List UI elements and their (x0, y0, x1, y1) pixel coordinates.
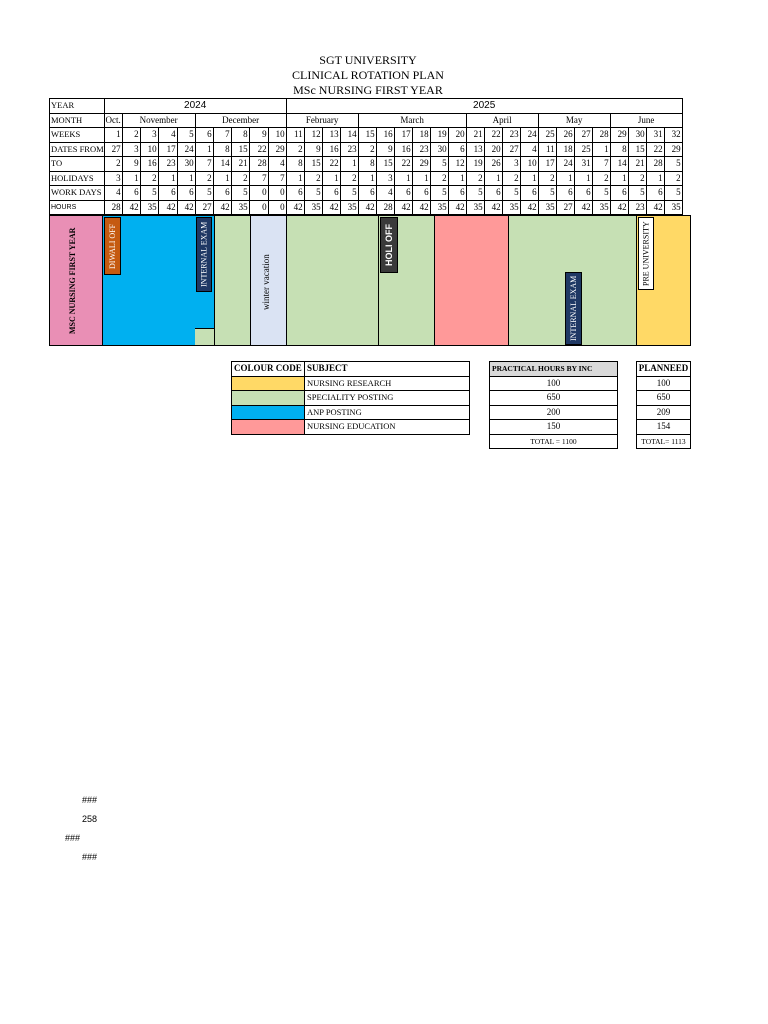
table-cell: 42 (322, 200, 340, 215)
table-cell: 6 (556, 186, 574, 201)
table-cell: 2 (358, 142, 376, 157)
table-cell: 6 (412, 186, 430, 201)
table-cell: 6 (177, 186, 195, 201)
internal-exam-tag-2: INTERNAL EXAM (565, 272, 582, 345)
month-cell: Oct. (104, 113, 122, 128)
table-cell: 26 (484, 157, 502, 172)
table-row (50, 157, 683, 172)
table-cell: 6 (158, 186, 177, 201)
table-cell: 8 (358, 157, 376, 172)
table-cell: 14 (340, 128, 358, 143)
table-cell: 1 (322, 171, 340, 186)
table-cell: 5 (430, 186, 448, 201)
month-cell: March (358, 113, 466, 128)
planned-hours-table (636, 361, 691, 449)
table-cell: 5 (340, 186, 358, 201)
table-cell: 1 (122, 171, 140, 186)
table-cell: 27 (104, 142, 122, 157)
table-cell: 8 (286, 157, 304, 172)
nursing-education-block (435, 216, 508, 345)
table-cell: 35 (592, 200, 610, 215)
overflow-marker: ### (82, 795, 98, 805)
planned-header: PLANNEED (637, 362, 691, 377)
table-cell: 1 (412, 171, 430, 186)
table-cell: 4 (268, 157, 286, 172)
legend-row (232, 376, 470, 391)
table-cell: 17 (158, 142, 177, 157)
table-cell: 9 (122, 157, 140, 172)
table-cell: 42 (177, 200, 195, 215)
table-cell: 7 (213, 128, 231, 143)
row-label: WEEKS (50, 128, 105, 143)
table-cell: 28 (592, 128, 610, 143)
colour-code-legend (231, 361, 470, 435)
overflow-marker: ### (65, 833, 81, 843)
table-cell: 29 (664, 142, 682, 157)
table-cell: 4 (158, 128, 177, 143)
table-cell: 4 (104, 186, 122, 201)
table-cell: 24 (556, 157, 574, 172)
table-cell: 2 (304, 171, 322, 186)
table-cell: 16 (394, 142, 412, 157)
inc-hours-total: TOTAL = 1100 (490, 434, 618, 449)
table-cell: 10 (520, 157, 538, 172)
inc-hours-header: PRACTICAL HOURS BY INC (490, 362, 618, 377)
table-cell: 20 (484, 142, 502, 157)
month-cell: June (610, 113, 682, 128)
holi-off-tag: HOLI OFF (380, 217, 398, 273)
table-cell: 5 (538, 186, 556, 201)
table-cell: 30 (628, 128, 646, 143)
table-cell: 22 (484, 128, 502, 143)
table-cell: 23 (628, 200, 646, 215)
table-cell: 1 (520, 171, 538, 186)
legend-row (232, 391, 470, 406)
table-cell: 3 (104, 171, 122, 186)
table-cell: 29 (268, 142, 286, 157)
month-cell: May (538, 113, 610, 128)
table-cell: 2 (231, 171, 249, 186)
table-cell: 2 (340, 171, 358, 186)
table-row (50, 186, 683, 201)
table-cell: 1 (484, 171, 502, 186)
speciality-posting-block-1 (214, 216, 250, 345)
table-cell: 1 (358, 171, 376, 186)
table-cell: 14 (610, 157, 628, 172)
overflow-marker: ### (82, 852, 98, 862)
table-cell: 42 (158, 200, 177, 215)
table-cell: 42 (610, 200, 628, 215)
table-cell: 35 (140, 200, 158, 215)
inc-hours-value: 650 (490, 391, 618, 406)
table-cell: 21 (628, 157, 646, 172)
table-cell: 9 (376, 142, 394, 157)
table-cell: 6 (122, 186, 140, 201)
table-cell: 5 (664, 157, 682, 172)
table-cell: 32 (664, 128, 682, 143)
table-cell: 10 (140, 142, 158, 157)
row-label: TO (50, 157, 105, 172)
university-title: SGT UNIVERSITY (319, 53, 417, 67)
legend-header-colour: COLOUR CODE (232, 362, 305, 377)
table-cell: 2 (195, 171, 213, 186)
table-cell: 26 (556, 128, 574, 143)
table-cell: 35 (664, 200, 682, 215)
legend-row (232, 420, 470, 435)
table-cell: 42 (286, 200, 304, 215)
table-cell: 35 (502, 200, 520, 215)
table-cell: 2 (628, 171, 646, 186)
table-cell: 5 (466, 186, 484, 201)
table-cell: 42 (520, 200, 538, 215)
table-cell: 13 (466, 142, 484, 157)
table-cell: 13 (322, 128, 340, 143)
table-cell: 1 (158, 171, 177, 186)
planned-total: TOTAL= 1113 (637, 434, 691, 449)
table-cell: 12 (304, 128, 322, 143)
program-title: MSc NURSING FIRST YEAR (293, 83, 443, 97)
table-cell: 3 (122, 142, 140, 157)
year-cell: 2025 (286, 99, 682, 114)
table-cell: 42 (358, 200, 376, 215)
legend-swatch (232, 420, 305, 435)
inc-hours-value: 150 (490, 420, 618, 435)
table-cell: 21 (466, 128, 484, 143)
side-label-text: MSC NURSING FIRST YEAR (68, 227, 77, 335)
table-cell: 42 (122, 200, 140, 215)
table-cell: 22 (394, 157, 412, 172)
table-cell: 5 (231, 186, 249, 201)
table-cell: 2 (538, 171, 556, 186)
table-cell: 11 (538, 142, 556, 157)
table-cell: 17 (394, 128, 412, 143)
table-cell: 27 (502, 142, 520, 157)
year-cell: 2024 (104, 99, 286, 114)
stray-value: 258 (82, 814, 98, 824)
table-cell: 15 (358, 128, 376, 143)
table-cell: 23 (502, 128, 520, 143)
table-cell: 0 (268, 186, 286, 201)
table-cell: 25 (538, 128, 556, 143)
table-cell: 1 (177, 171, 195, 186)
table-cell: 35 (231, 200, 249, 215)
month-cell: April (466, 113, 538, 128)
month-cell: February (286, 113, 358, 128)
table-cell: 24 (177, 142, 195, 157)
legend-swatch (232, 376, 305, 391)
table-cell: 4 (376, 186, 394, 201)
legend-swatch (232, 391, 305, 406)
plan-title: CLINICAL ROTATION PLAN (292, 68, 444, 82)
table-cell: 28 (104, 200, 122, 215)
month-cell: November (122, 113, 195, 128)
table-cell: 7 (195, 157, 213, 172)
table-cell: 12 (448, 157, 466, 172)
table-cell: 4 (520, 142, 538, 157)
planned-value: 154 (637, 420, 691, 435)
table-cell: 3 (376, 171, 394, 186)
table-cell: 20 (448, 128, 466, 143)
table-cell: 23 (158, 157, 177, 172)
legend-row (232, 405, 470, 420)
table-cell: 1 (646, 171, 664, 186)
legend-swatch (232, 405, 305, 420)
table-cell: 6 (195, 128, 213, 143)
table-cell: 28 (376, 200, 394, 215)
table-cell: 42 (646, 200, 664, 215)
table-cell: 6 (448, 142, 466, 157)
row-label: HOLIDAYS (50, 171, 105, 186)
table-cell: 7 (249, 171, 268, 186)
table-cell: 18 (412, 128, 430, 143)
table-cell: 15 (231, 142, 249, 157)
table-row (50, 171, 683, 186)
table-cell: 2 (122, 128, 140, 143)
table-cell: 17 (538, 157, 556, 172)
table-cell: 24 (520, 128, 538, 143)
table-cell: 6 (574, 186, 592, 201)
speciality-posting-block-2 (287, 216, 434, 345)
table-cell: 19 (466, 157, 484, 172)
table-cell: 5 (140, 186, 158, 201)
table-cell: 28 (249, 157, 268, 172)
table-cell: 5 (628, 186, 646, 201)
table-cell: 6 (358, 186, 376, 201)
table-cell: 42 (574, 200, 592, 215)
table-cell: 1 (592, 142, 610, 157)
table-cell: 42 (213, 200, 231, 215)
table-cell: 1 (556, 171, 574, 186)
table-cell: 2 (502, 171, 520, 186)
table-cell: 31 (574, 157, 592, 172)
table-cell: 2 (286, 142, 304, 157)
table-cell: 6 (448, 186, 466, 201)
internal-exam-tag-1: INTERNAL EXAM (196, 217, 212, 292)
table-cell: 1 (213, 171, 231, 186)
rotation-plan-table (49, 98, 683, 215)
table-row (50, 128, 683, 143)
table-cell: 0 (249, 186, 268, 201)
table-cell: 3 (140, 128, 158, 143)
table-cell: 5 (430, 157, 448, 172)
table-cell: 5 (664, 186, 682, 201)
table-cell: 8 (213, 142, 231, 157)
table-cell: 28 (646, 157, 664, 172)
year-label: YEAR (50, 99, 105, 114)
table-cell: 19 (430, 128, 448, 143)
table-cell: 3 (502, 157, 520, 172)
table-cell: 22 (322, 157, 340, 172)
table-cell: 23 (412, 142, 430, 157)
table-cell: 6 (646, 186, 664, 201)
legend-subject: NURSING RESEARCH (305, 376, 470, 391)
month-label: MONTH (50, 113, 105, 128)
legend-subject: ANP POSTING (305, 405, 470, 420)
table-cell: 29 (610, 128, 628, 143)
table-cell: 2 (466, 171, 484, 186)
table-cell: 9 (249, 128, 268, 143)
table-cell: 22 (646, 142, 664, 157)
table-cell: 42 (484, 200, 502, 215)
table-cell: 30 (430, 142, 448, 157)
side-label-cell (50, 216, 102, 345)
table-cell: 25 (574, 142, 592, 157)
table-cell: 2 (664, 171, 682, 186)
row-label: WORK DAYS (50, 186, 105, 201)
table-cell: 8 (231, 128, 249, 143)
table-cell: 6 (213, 186, 231, 201)
table-cell: 16 (322, 142, 340, 157)
table-cell: 18 (556, 142, 574, 157)
table-cell: 42 (394, 200, 412, 215)
legend-header-subject: SUBJECT (305, 362, 470, 377)
table-cell: 2 (140, 171, 158, 186)
winter-vacation-label: winter vacation (261, 254, 271, 310)
table-cell: 42 (448, 200, 466, 215)
month-cell: December (195, 113, 286, 128)
table-cell: 30 (177, 157, 195, 172)
table-row (50, 142, 683, 157)
table-cell: 21 (231, 157, 249, 172)
diwali-off-tag: DIWALI OFF (104, 217, 121, 275)
table-cell: 29 (412, 157, 430, 172)
table-cell: 35 (304, 200, 322, 215)
table-cell: 35 (430, 200, 448, 215)
inc-hours-value: 200 (490, 405, 618, 420)
pre-university-tag: PRE UNIVERSITY (638, 217, 654, 290)
table-cell: 23 (340, 142, 358, 157)
table-cell: 6 (322, 186, 340, 201)
table-cell: 6 (520, 186, 538, 201)
table-cell: 31 (646, 128, 664, 143)
table-cell: 16 (140, 157, 158, 172)
table-cell: 10 (268, 128, 286, 143)
table-cell: 7 (268, 171, 286, 186)
table-cell: 27 (195, 200, 213, 215)
table-cell: 27 (556, 200, 574, 215)
table-cell: 2 (430, 171, 448, 186)
planned-value: 100 (637, 376, 691, 391)
speciality-posting-small (195, 328, 214, 345)
table-cell: 16 (376, 128, 394, 143)
document-title-block (0, 53, 736, 98)
table-cell: 1 (448, 171, 466, 186)
table-cell: 2 (592, 171, 610, 186)
table-cell: 7 (592, 157, 610, 172)
table-cell: 6 (484, 186, 502, 201)
row-label: DATES FROM (50, 142, 105, 157)
table-cell: 5 (195, 186, 213, 201)
table-cell: 5 (177, 128, 195, 143)
table-cell: 9 (304, 142, 322, 157)
table-cell: 42 (412, 200, 430, 215)
planned-value: 209 (637, 405, 691, 420)
rotation-schedule-band (49, 215, 691, 346)
table-cell: 0 (249, 200, 268, 215)
table-cell: 35 (466, 200, 484, 215)
legend-subject: NURSING EDUCATION (305, 420, 470, 435)
table-cell: 1 (195, 142, 213, 157)
table-cell: 15 (628, 142, 646, 157)
table-cell: 22 (249, 142, 268, 157)
table-cell: 1 (104, 128, 122, 143)
table-cell: 1 (610, 171, 628, 186)
table-cell: 5 (304, 186, 322, 201)
legend-subject: SPECIALITY POSTING (305, 391, 470, 406)
table-cell: 1 (394, 171, 412, 186)
table-cell: 8 (610, 142, 628, 157)
table-cell: 6 (394, 186, 412, 201)
table-cell: 27 (574, 128, 592, 143)
table-cell: 6 (286, 186, 304, 201)
table-cell: 0 (268, 200, 286, 215)
table-cell: 2 (104, 157, 122, 172)
table-cell: 1 (574, 171, 592, 186)
table-cell: 1 (340, 157, 358, 172)
table-cell: 35 (538, 200, 556, 215)
table-cell: 6 (610, 186, 628, 201)
inc-hours-table (489, 361, 618, 449)
table-cell: 1 (286, 171, 304, 186)
table-cell: 35 (340, 200, 358, 215)
planned-value: 650 (637, 391, 691, 406)
table-cell: 15 (304, 157, 322, 172)
inc-hours-value: 100 (490, 376, 618, 391)
table-cell: 14 (213, 157, 231, 172)
table-row (50, 200, 683, 215)
row-label: HOURS (50, 200, 105, 215)
table-cell: 5 (592, 186, 610, 201)
table-cell: 15 (376, 157, 394, 172)
table-cell: 11 (286, 128, 304, 143)
table-cell: 5 (502, 186, 520, 201)
